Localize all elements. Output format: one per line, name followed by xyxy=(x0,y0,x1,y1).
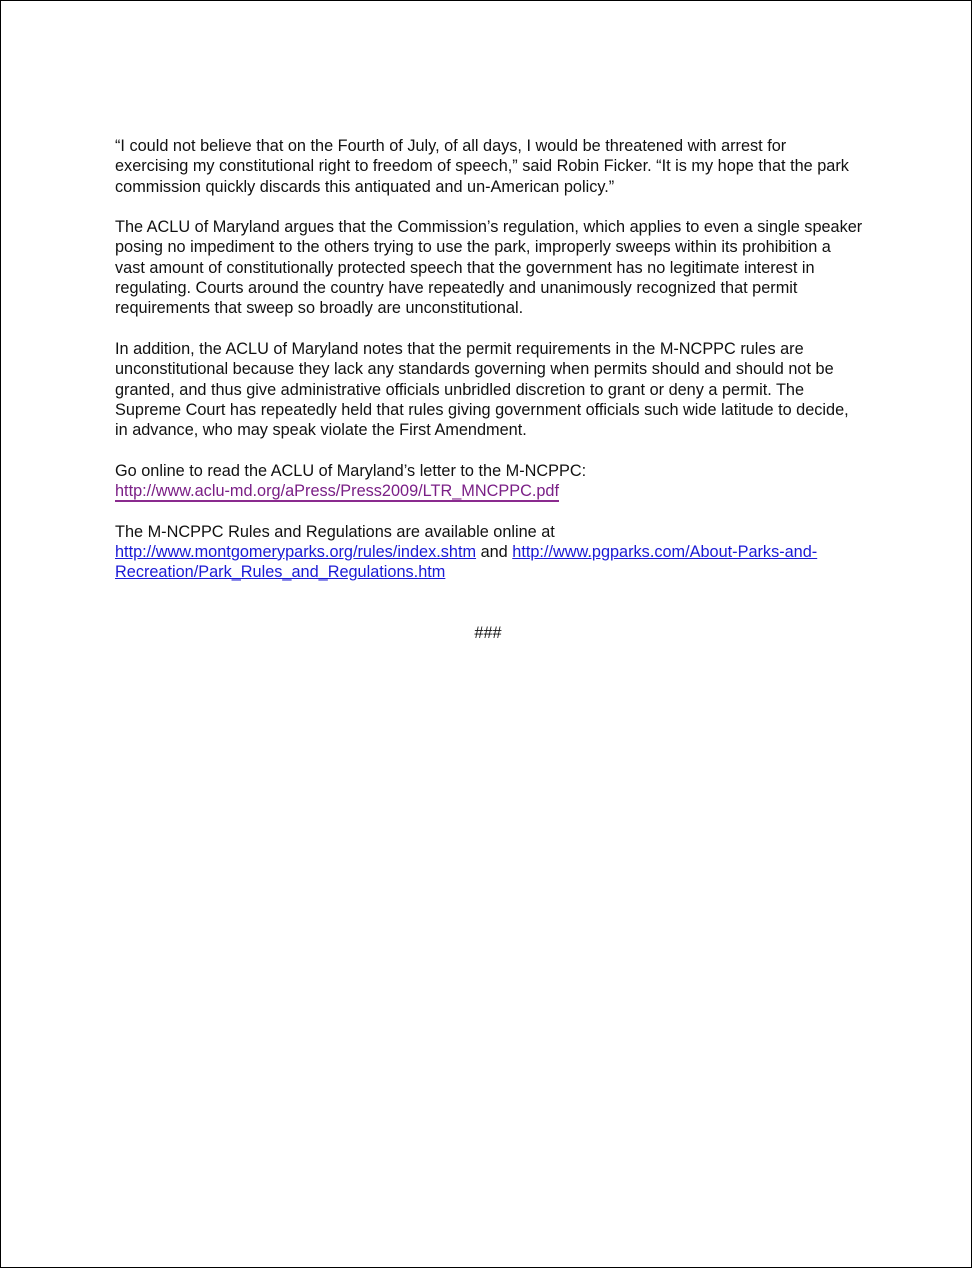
document-body xyxy=(115,136,863,643)
pgparks-link[interactable]: http://www.pgparks.com/About-Parks-and-Recreation/Park_Rules_and_Regulations.htm xyxy=(115,542,818,582)
end-mark: ### xyxy=(474,624,502,643)
rules-joiner: and xyxy=(476,542,513,561)
letter-link[interactable]: http://www.aclu-md.org/aPress/Press2009/LTR_MNCPPC.pdf xyxy=(115,482,559,501)
rules-paragraph xyxy=(115,522,863,583)
letter-intro: Go online to read the ACLU of Maryland’s letter to the M-NCPPC: xyxy=(115,461,587,480)
letter-paragraph xyxy=(115,461,863,502)
permit-paragraph: In addition, the ACLU of Maryland notes that the permit requirements in the M-NCPPC rules are unconstitutional because they lack any standards governing when permits should and should not be granted, and thus give administrative officials unbridled discretion to grant or deny a permit. The Supreme Court has repeatedly held that rules giving government officials such wide latitude to decide, in advance, who may speak violate the First Amendment. xyxy=(115,339,849,440)
quote-paragraph: “I could not believe that on the Fourth of July, of all days, I would be threatened with arrest for exercising my constitutional right to freedom of speech,” said Robin Ficker. “It is my hope that the park commission quickly discards this antiquated and un-American policy.” xyxy=(115,137,849,196)
montgomery-parks-link[interactable]: http://www.montgomeryparks.org/rules/index.shtm xyxy=(115,542,477,561)
argument-paragraph: The ACLU of Maryland argues that the Commission’s regulation, which applies to even a single speaker posing no impediment to the others trying to use the park, improperly sweeps within its prohibition a vast amount of constitutionally protected speech that the government has no legitimate interest in regulating. Courts around the country have repeatedly and unanimously recognized that permit requirements that sweep so broadly are unconstitutional. xyxy=(115,218,863,318)
rules-intro: The M-NCPPC Rules and Regulations are available online at xyxy=(115,522,555,541)
